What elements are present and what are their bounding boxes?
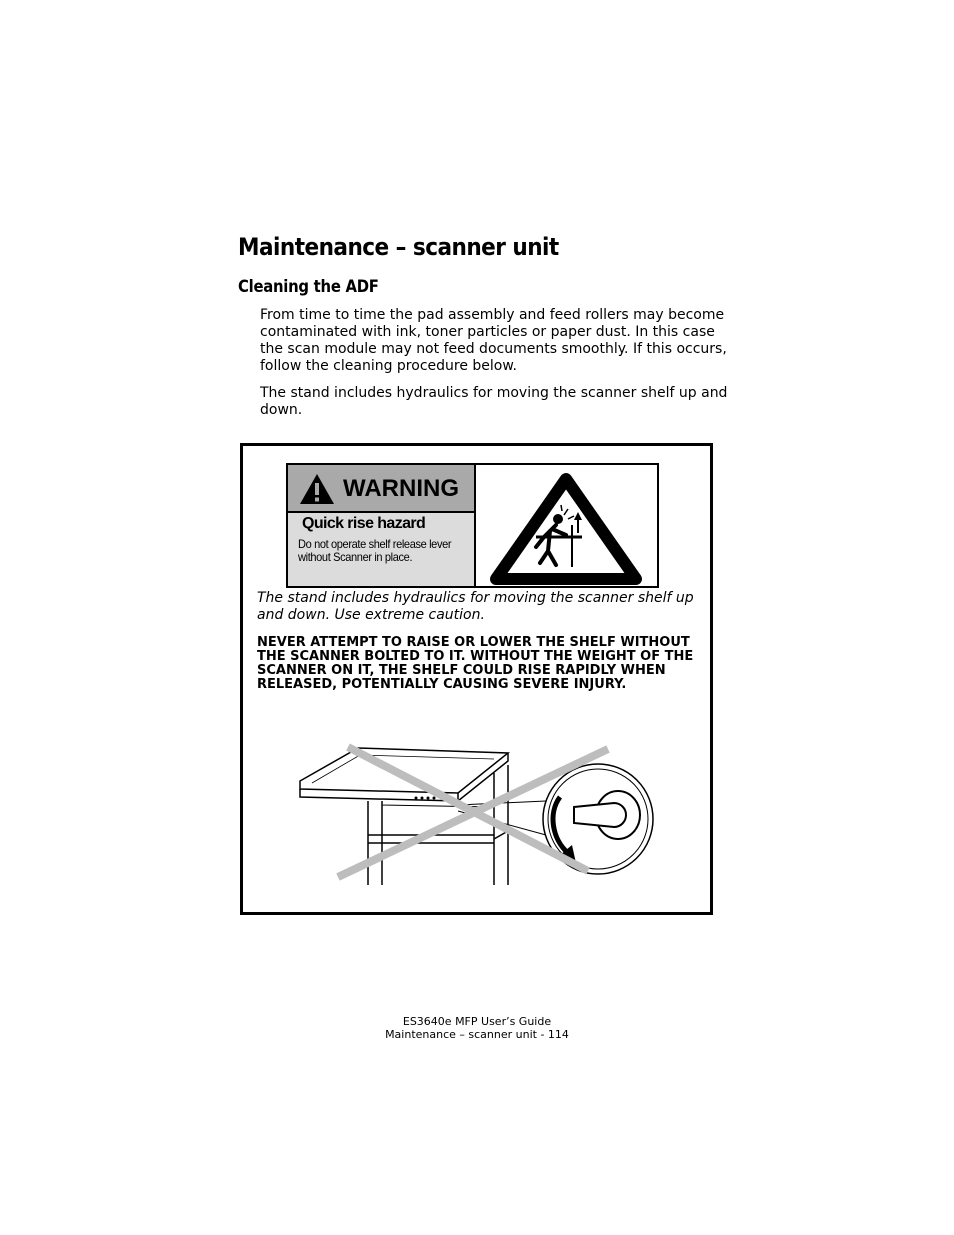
hazard-text: Do not operate shelf release lever without Scanner in place. [298, 537, 452, 564]
exclamation-triangle-icon [298, 472, 336, 506]
footer-page-number: Maintenance – scanner unit - 114 [385, 1028, 569, 1041]
quick-rise-hazard-pictogram [476, 465, 657, 586]
danger-text: NEVER ATTEMPT TO RAISE OR LOWER THE SHELF WITHOUT THE SCANNER BOLTED TO IT. WITHOUT THE WEIGHT OF THE SCANNER ON IT, THE SHELF COULD RISE RAPIDLY WHEN RELEASED, POTENTIALLY CAUSING SEVERE INJURY. [257, 635, 694, 692]
warning-label [286, 463, 659, 588]
section-heading: Cleaning the ADF [238, 277, 379, 296]
hazard-title: Quick rise hazard [302, 515, 426, 532]
shelf-release-illustration [298, 743, 658, 893]
hazard-pictogram-panel [476, 465, 657, 586]
warning-banner [288, 465, 474, 513]
stand-paragraph: The stand includes hydraulics for moving the scanner shelf up and down. [260, 385, 728, 418]
page-title: Maintenance – scanner unit [238, 233, 559, 261]
warning-label-text-panel [288, 465, 476, 586]
warning-banner-text: WARNING [343, 475, 459, 502]
footer-guide-title: ES3640e MFP User’s Guide [402, 1015, 552, 1028]
warning-box [240, 443, 713, 915]
intro-paragraph: From time to time the pad assembly and feed rollers may become contaminated with ink, toner particles or paper dust. In this case the scan module may not feed documents smoothly. If this occurs, follow the cleaning procedure below. [260, 307, 727, 374]
caution-text: The stand includes hydraulics for moving the scanner shelf up and down. Use extreme caution. [257, 590, 694, 623]
